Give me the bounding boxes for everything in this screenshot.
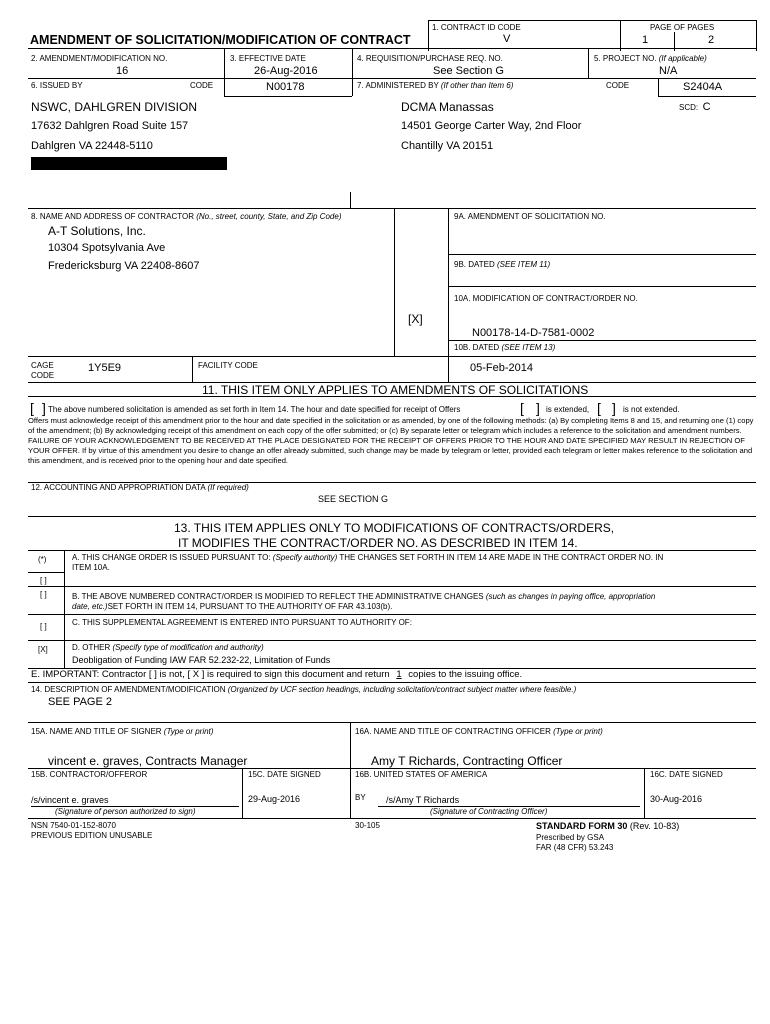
contracting-officer-value: Amy T Richards, Contracting Officer — [371, 754, 563, 768]
description-value: SEE PAGE 2 — [48, 696, 112, 708]
usa-label: 16B. UNITED STATES OF AMERICA — [355, 770, 488, 779]
contractor-signature-caption: (Signature of person authorized to sign) — [55, 807, 196, 816]
not-extended-label: is not extended. — [623, 405, 680, 414]
option-b-mark[interactable]: [ ] — [40, 590, 47, 599]
contractor-offeror-label: 15B. CONTRACTOR/OFFEROR — [31, 770, 148, 779]
copies-count: 1 — [396, 669, 402, 680]
not-extended-checkbox[interactable]: [ — [597, 400, 601, 416]
section-11-title: 11. THIS ITEM ONLY APPLIES TO AMENDMENTS OF SOLICITATIONS — [202, 383, 589, 397]
option-b-text-2: date, etc.)SET FORTH IN ITEM 14, PURSUANT TO THE AUTHORITY OF FAR 43.103(b). — [72, 602, 393, 611]
administered-by-label: 7. ADMINISTERED BY (If other than Item 6) — [357, 81, 514, 90]
prescribed-by: Prescribed by GSA — [536, 833, 605, 842]
page-number: 1 — [642, 34, 649, 46]
checkbox-close: ] — [612, 400, 616, 416]
by-label: BY — [355, 793, 366, 802]
is-extended-checkbox[interactable]: [ — [520, 400, 524, 416]
contract-id-code-label: 1. CONTRACT ID CODE — [432, 23, 521, 32]
nsn-number: NSN 7540-01-152-8070 — [31, 821, 116, 830]
scd: SCD: C — [679, 101, 711, 113]
previous-edition-note: PREVIOUS EDITION UNUSABLE — [31, 831, 153, 840]
form-title: AMENDMENT OF SOLICITATION/MODIFICATION OF CONTRACT — [30, 33, 411, 47]
amendment-no-value: 16 — [116, 65, 129, 77]
option-a-text: A. THIS CHANGE ORDER IS ISSUED PURSUANT TO: (Specify authority) THE CHANGES SET FORTH IN ITEM 14 ARE MADE IN THE CONTRACT ORDER NO. IN — [72, 553, 664, 562]
administered-by-line: Chantilly VA 20151 — [401, 140, 494, 152]
issued-by-code-value: N00178 — [266, 81, 305, 93]
section-13-title-1: 13. THIS ITEM APPLIES ONLY TO MODIFICATIONS OF CONTRACTS/ORDERS, — [174, 521, 615, 535]
signer-name-label: 15A. NAME AND TITLE OF SIGNER (Type or print) — [31, 727, 214, 736]
effective-date-value: 26-Aug-2016 — [254, 65, 318, 77]
issued-by-code-label: CODE — [190, 81, 214, 90]
option-d-mark[interactable]: [X] — [38, 645, 48, 654]
option-d-text: D. OTHER (Specify type of modification and authority) — [72, 643, 264, 652]
cage-code-value: 1Y5E9 — [88, 362, 122, 374]
contract-id-code-value: V — [503, 33, 511, 45]
contracting-officer-label: 16A. NAME AND TITLE OF CONTRACTING OFFICER (Type or print) — [355, 727, 603, 736]
cage-label-2: CODE — [31, 371, 55, 380]
dated-10b-value: 05-Feb-2014 — [470, 362, 533, 374]
important-line: E. IMPORTANT: Contractor [ ] is not, [ X ] is required to sign this document and return 1 copies to the issuing office. — [31, 669, 523, 680]
issued-by-line: Dahlgren VA 22448-5110 — [31, 140, 153, 152]
form-code: 30-105 — [355, 821, 380, 830]
issued-by-line: 17632 Dahlgren Road Suite 157 — [31, 120, 189, 132]
contractor-label: 8. NAME AND ADDRESS OF CONTRACTOR (No., street, county, State, and Zip Code) — [31, 212, 342, 221]
dated-9b-label: 9B. DATED (SEE ITEM 11) — [454, 260, 551, 269]
redaction-bar — [31, 157, 227, 170]
is-extended-label: is extended, — [546, 405, 590, 414]
contractor-signature: /s/vincent e. graves — [31, 795, 109, 805]
option-empty-mark[interactable]: [ ] — [40, 576, 47, 585]
option-c-text: C. THIS SUPPLEMENTAL AGREEMENT IS ENTERED INTO PURSUANT TO AUTHORITY OF: — [72, 618, 412, 627]
checkbox-close: ] — [536, 400, 540, 416]
amendment-no-label: 2. AMENDMENT/MODIFICATION NO. — [31, 54, 168, 63]
administered-by-code-label: CODE — [606, 81, 630, 90]
issued-by-line: NSWC, DAHLGREN DIVISION — [31, 100, 198, 114]
modification-contract-no: N00178-14-D-7581-0002 — [472, 327, 595, 339]
amendment-of-solicitation-label: 9A. AMENDMENT OF SOLICITATION NO. — [454, 212, 606, 221]
standard-form-label: STANDARD FORM 30 (Rev. 10-83) — [536, 821, 680, 831]
issued-by-label: 6. ISSUED BY — [31, 81, 83, 90]
officer-signature: /s/Amy T Richards — [386, 795, 460, 805]
option-a-text-2: ITEM 10A. — [72, 563, 110, 572]
modification-checkbox[interactable]: [X] — [408, 312, 423, 326]
solicitation-amended-checkbox[interactable]: [ — [30, 400, 34, 416]
administered-by-line: 14501 George Carter Way, 2nd Floor — [401, 120, 582, 132]
option-c-mark[interactable]: [ ] — [40, 622, 47, 631]
section-11-instructions: Offers must acknowledge receipt of this amendment prior to the hour and date specified in the solicitation or as amended, by one of the following methods: (a) By completing Items 8 and 15, and returning one (1) copy of the amendment; (b) By acknowledging receipt of this amendment on each copy of the offer submitted; or (c) By separate letter or telegram which includes a reference to the solicitation and amendment numbers. FAILURE OF YOUR ACKNOWLEDGEMENT TO BE RECEIVED AT THE PLACE DESIGNATED FOR THE RECEIPT OF OFFERS PRIOR TO THE HOUR AND DATE SPECIFIED MAY RESULT IN REJECTION OF YOUR OFFER. If by virtue of this amendment you desire to change an offer already submitted, such change may be made by telegram or letter, provided each telegram or letter makes reference to the solicitation and this amendment, and is received prior to the opening hour and date specified. — [28, 416, 754, 465]
facility-code-label: FACILITY CODE — [198, 361, 258, 370]
checkbox-close: ] — [42, 400, 46, 416]
administered-by-code-value: S2404A — [683, 81, 723, 93]
section-11-line1: The above numbered solicitation is amended as set forth in Item 14. The hour and date specified for receipt of Offers — [48, 405, 461, 414]
option-b-text: B. THE ABOVE NUMBERED CONTRACT/ORDER IS MODIFIED TO REFLECT THE ADMINISTRATIVE CHANGES (such as changes in paying office, appropriation — [72, 592, 656, 601]
option-a-mark[interactable]: (*) — [38, 555, 47, 564]
signer-name-value: vincent e. graves, Contracts Manager — [48, 754, 248, 768]
modification-of-contract-label: 10A. MODIFICATION OF CONTRACT/ORDER NO. — [454, 294, 638, 303]
officer-date-value: 30-Aug-2016 — [650, 794, 703, 804]
requisition-no-label: 4. REQUISITION/PURCHASE REQ. NO. — [357, 54, 503, 63]
effective-date-label: 3. EFFECTIVE DATE — [230, 54, 306, 63]
dated-10b-label: 10B. DATED (SEE ITEM 13) — [454, 343, 556, 352]
description-label: 14. DESCRIPTION OF AMENDMENT/MODIFICATION (Organized by UCF section headings, including solicitation/contract subject matter where feasible.) — [31, 685, 577, 694]
cage-label-1: CAGE — [31, 361, 54, 370]
total-pages: 2 — [708, 34, 715, 46]
administered-by-line: DCMA Manassas — [401, 100, 494, 114]
project-no-value: N/A — [659, 65, 678, 77]
contractor-line: A-T Solutions, Inc. — [48, 224, 146, 238]
section-13-title-2: IT MODIFIES THE CONTRACT/ORDER NO. AS DESCRIBED IN ITEM 14. — [178, 536, 578, 550]
project-no-label: 5. PROJECT NO. (If applicable) — [594, 54, 707, 63]
officer-signature-caption: (Signature of Contracting Officer) — [430, 807, 548, 816]
far-reference: FAR (48 CFR) 53.243 — [536, 843, 614, 852]
contractor-date-label: 15C. DATE SIGNED — [248, 770, 321, 779]
contractor-line: Fredericksburg VA 22408-8607 — [48, 260, 200, 272]
officer-date-label: 16C. DATE SIGNED — [650, 770, 723, 779]
accounting-data-label: 12. ACCOUNTING AND APPROPRIATION DATA (If required) — [31, 483, 249, 492]
requisition-no-value: See Section G — [433, 65, 504, 77]
option-d-value: Deobligation of Funding IAW FAR 52.232-22, Limitation of Funds — [72, 655, 331, 665]
contractor-line: 10304 Spotsylvania Ave — [48, 242, 166, 254]
page-of-pages-label: PAGE OF PAGES — [650, 23, 715, 32]
contractor-date-value: 29-Aug-2016 — [248, 794, 301, 804]
accounting-data-value: SEE SECTION G — [318, 494, 389, 504]
